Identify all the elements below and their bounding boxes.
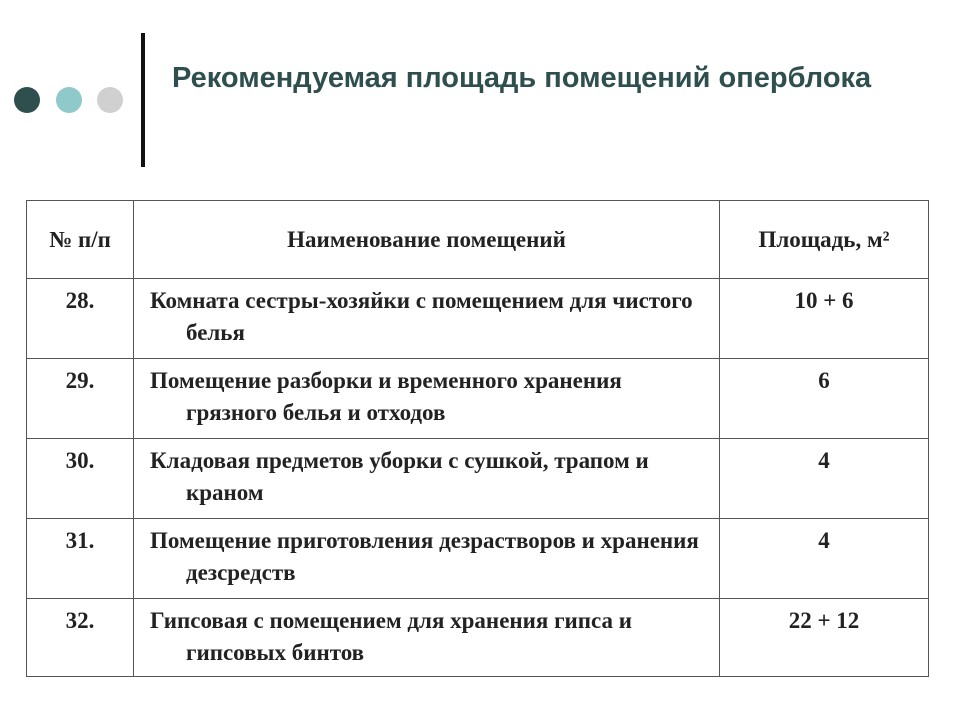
- table-row: [27, 359, 929, 439]
- header-num: № п/п: [27, 201, 134, 279]
- rooms-table-wrapper: [26, 200, 929, 677]
- cell-num: 30.: [27, 439, 134, 519]
- decor-dot-gray: [97, 87, 123, 113]
- table-row: [27, 599, 929, 677]
- cell-num: 32.: [27, 599, 134, 677]
- cell-name: Помещение приготовления дезрастворов и хранения дезсредств: [150, 528, 699, 585]
- slide-title: Рекомендуемая площадь помещений оперблока: [172, 62, 872, 94]
- decor-vertical-bar: [141, 33, 145, 167]
- cell-name: Помещение разборки и временного хранения грязного белья и отходов: [150, 368, 622, 425]
- cell-area: 4: [720, 439, 929, 519]
- cell-area: 6: [720, 359, 929, 439]
- table-row: [27, 279, 929, 359]
- cell-name: Кладовая предметов уборки с сушкой, трапом и краном: [150, 448, 649, 505]
- decor-dot-teal: [56, 87, 82, 113]
- cell-num: 29.: [27, 359, 134, 439]
- cell-num: 28.: [27, 279, 134, 359]
- table-header-row: [27, 201, 929, 279]
- header-name: Наименование помещений: [134, 201, 720, 279]
- cell-name: Гипсовая с помещением для хранения гипса и гипсовых бинтов: [150, 608, 633, 665]
- cell-area: 4: [720, 519, 929, 599]
- cell-name: Комната сестры-хозяйки с помещением для чистого белья: [150, 288, 693, 345]
- cell-num: 31.: [27, 519, 134, 599]
- cell-area: 22 + 12: [720, 599, 929, 677]
- table-row: [27, 519, 929, 599]
- header-area: Площадь, м²: [720, 201, 929, 279]
- rooms-table: [26, 200, 929, 677]
- table-row: [27, 439, 929, 519]
- decor-dot-dark: [14, 87, 40, 113]
- cell-area: 10 + 6: [720, 279, 929, 359]
